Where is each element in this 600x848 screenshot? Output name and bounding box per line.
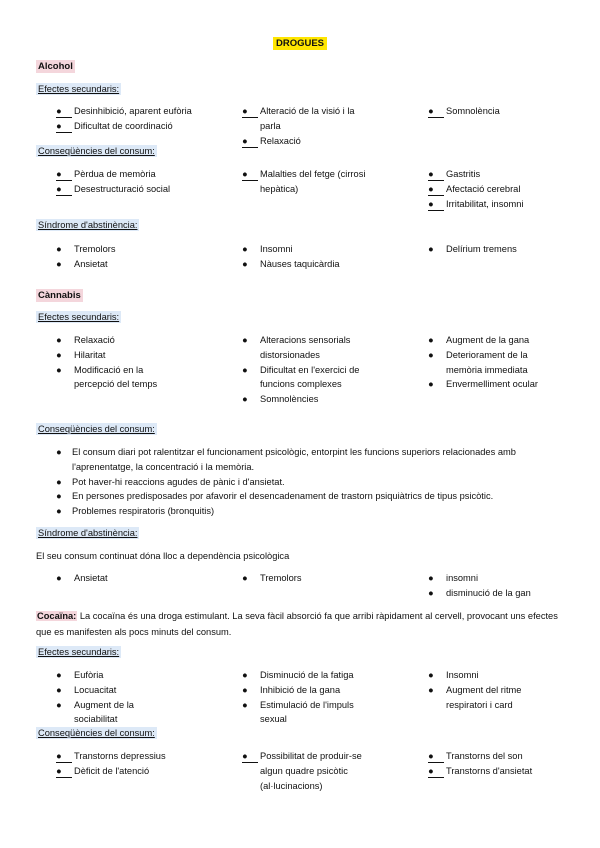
list-item-text: Afectació cerebral (446, 183, 521, 194)
list-cannabis-effects-col3 (428, 333, 553, 392)
list-cocaine-effects-col1 (56, 668, 174, 727)
list-item (242, 668, 377, 683)
list-alcohol-consequences-col2 (242, 167, 372, 197)
list-alcohol-effects-col3 (428, 104, 558, 119)
section-heading-cocaine: Cocaïna: (37, 611, 77, 621)
bullet-icon: ● (56, 573, 62, 583)
list-item (56, 119, 196, 134)
list-item-text: Relaxació (260, 135, 301, 146)
list-item-text: En persones predisposades por afavorir el desencadenament de trastorn psiquiàtrics de tipus psicòtic. (72, 491, 494, 502)
list-cannabis-effects-col1 (56, 333, 176, 392)
bullet-icon: ● (56, 447, 62, 457)
list-item-text: Tremolors (74, 244, 116, 254)
list-item-text: Locuacitat (74, 684, 117, 695)
list-item-text: Insomni (446, 670, 479, 680)
bullet-icon: ● (56, 335, 62, 345)
list-item (428, 764, 568, 779)
list-item (56, 504, 556, 519)
bullet-icon: ● (56, 182, 72, 196)
bullet-icon: ● (56, 104, 72, 118)
bullet-icon: ● (56, 670, 62, 680)
list-item-text: Pèrdua de memòria (74, 169, 156, 179)
bullet-icon: ● (242, 364, 248, 375)
list-item-text: Desestructuració social (74, 183, 171, 194)
list-cocaine-consequences-col2 (242, 749, 377, 793)
list-item (428, 749, 568, 764)
bullet-icon: ● (56, 244, 62, 254)
list-item (56, 749, 206, 764)
list-item-text: Desinhibició, aparent eufòria (74, 106, 192, 116)
list-item-text: Eufòria (74, 670, 104, 680)
list-item (56, 571, 206, 586)
bullet-icon: ● (56, 699, 62, 710)
list-item (428, 348, 553, 378)
list-item-text: Dèficit de l'atenció (74, 765, 150, 776)
bullet-icon: ● (56, 476, 62, 487)
bullet-icon: ● (428, 335, 434, 345)
list-item-text: Somnolències (260, 394, 319, 405)
bullet-icon: ● (428, 764, 444, 778)
list-item (242, 242, 382, 257)
list-item (242, 698, 377, 728)
bullet-icon: ● (56, 506, 62, 517)
bullet-icon: ● (242, 573, 248, 583)
list-cocaine-effects-col2 (242, 668, 377, 727)
list-item (56, 257, 206, 272)
list-item-text: Modificació en la percepció del temps (74, 364, 158, 390)
list-item (56, 242, 206, 257)
list-item-text: Augment de la gana (446, 335, 530, 345)
list-item-text: Envermelliment ocular (446, 379, 538, 390)
list-item (242, 392, 387, 407)
list-item (56, 167, 206, 182)
list-item (56, 348, 176, 363)
list-item-text: Pot haver-hi reaccions agudes de pànic i d'ansietat. (72, 476, 285, 487)
list-item-text: Dificultat de coordinació (74, 120, 173, 131)
subheading-alcohol-effects: Efectes secundaris: (38, 84, 120, 94)
cannabis-withdrawal-intro: El seu consum continuat dóna lloc a dependència psicològica (36, 551, 290, 561)
bullet-icon: ● (428, 167, 444, 181)
list-cocaine-effects-col3 (428, 668, 558, 712)
bullet-icon: ● (56, 119, 72, 133)
list-item-text: Somnolència (446, 106, 500, 116)
list-item-text: Alteracions sensorials distorsionades (260, 335, 351, 360)
list-item-text: Transtorns d'ansietat (446, 765, 533, 776)
subheading-cannabis-consequences: Conseqüències del consum: (38, 424, 155, 434)
cocaine-intro (36, 608, 566, 640)
list-item (56, 182, 206, 197)
list-alcohol-withdrawal-col2 (242, 242, 382, 272)
bullet-icon: ● (428, 670, 434, 680)
list-item-text: Deteriorament de la memòria immediata (446, 349, 528, 375)
list-item (242, 571, 392, 586)
bullet-icon: ● (242, 258, 248, 269)
list-cannabis-withdrawal-col2 (242, 571, 392, 586)
list-item-text: Transtorns del son (446, 751, 523, 761)
list-cannabis-withdrawal-col3 (428, 571, 568, 601)
bullet-icon: ● (56, 349, 62, 360)
list-item-text: El consum diari pot ralentitzar el funcionament psicològic, entorpint les funcions superiors relacionades amb l'aprenentatge, la concentració i la memòria. (72, 447, 516, 472)
bullet-icon: ● (242, 394, 248, 405)
list-item (242, 104, 372, 134)
list-alcohol-effects-col2 (242, 104, 372, 148)
list-item (428, 668, 558, 683)
subheading-cocaine-consequences: Conseqüències del consum: (38, 728, 155, 738)
bullet-icon: ● (56, 491, 62, 502)
list-alcohol-effects-col1 (56, 104, 196, 134)
section-heading-alcohol: Alcohol (38, 61, 73, 72)
bullet-icon: ● (428, 182, 444, 196)
bullet-icon: ● (56, 749, 72, 763)
list-item (56, 683, 174, 698)
list-item (428, 242, 568, 257)
bullet-icon: ● (428, 684, 434, 695)
list-item-text: Alteració de la visió i la parla (260, 106, 355, 131)
subheading-cannabis-withdrawal: Síndrome d'abstinència: (38, 528, 138, 538)
bullet-icon: ● (428, 379, 434, 390)
list-item (242, 749, 377, 793)
list-item-text: Malalties del fetge (cirrosi hepàtica) (260, 169, 366, 194)
cocaine-intro-text: La cocaïna és una droga estimulant. La seva fàcil absorció fa que arribi ràpidament al cervell, provocant uns efectes que es manifesten als pocs minuts del consum. (36, 611, 558, 637)
list-item (56, 363, 176, 393)
subheading-cannabis-effects: Efectes secundaris: (38, 312, 120, 322)
bullet-icon: ● (242, 335, 248, 345)
list-item-text: Problemes respiratoris (bronquitis) (72, 506, 215, 517)
list-alcohol-consequences-col3 (428, 167, 568, 211)
list-alcohol-withdrawal-col1 (56, 242, 206, 272)
list-item (56, 489, 556, 504)
bullet-icon: ● (428, 104, 444, 118)
list-cannabis-consequences (56, 445, 556, 519)
list-item (242, 363, 387, 393)
list-item (242, 683, 377, 698)
bullet-icon: ● (428, 587, 434, 598)
list-cannabis-effects-col2 (242, 333, 387, 407)
bullet-icon: ● (242, 104, 258, 118)
list-item-text: Transtorns depressius (74, 751, 166, 761)
list-item-text: Nàuses taquicàrdia (260, 258, 340, 269)
list-item-text: Augment del ritme respiratori i card (446, 684, 522, 710)
list-item (242, 167, 372, 197)
list-item (428, 182, 568, 197)
subheading-alcohol-withdrawal: Síndrome d'abstinència: (38, 220, 138, 230)
list-item-text: Gastritis (446, 169, 481, 179)
subheading-cocaine-effects: Efectes secundaris: (38, 647, 120, 657)
list-item-text: insomni (446, 573, 479, 583)
bullet-icon: ● (56, 167, 72, 181)
list-item-text: Relaxació (74, 335, 115, 345)
list-item-text: Dificultat en l'exercici de funcions complexes (260, 364, 360, 390)
list-item-text: Ansietat (74, 258, 108, 269)
list-item (428, 333, 553, 348)
bullet-icon: ● (428, 573, 434, 583)
bullet-icon: ● (56, 258, 62, 269)
list-item-text: Ansietat (74, 573, 108, 583)
list-cocaine-consequences-col1 (56, 749, 206, 779)
list-item (56, 668, 174, 683)
list-item (428, 571, 568, 586)
bullet-icon: ● (242, 670, 248, 680)
bullet-icon: ● (56, 364, 62, 375)
list-item (56, 333, 176, 348)
bullet-icon: ● (56, 684, 62, 695)
list-item-text: Insomni (260, 244, 293, 254)
list-item (428, 197, 568, 212)
list-item-text: Tremolors (260, 573, 302, 583)
list-item (56, 764, 206, 779)
bullet-icon: ● (242, 244, 248, 254)
section-heading-cannabis: Cànnabis (38, 290, 81, 301)
bullet-icon: ● (242, 699, 248, 710)
bullet-icon: ● (242, 684, 248, 695)
bullet-icon: ● (428, 749, 444, 763)
list-item (242, 333, 387, 363)
list-cocaine-consequences-col3 (428, 749, 568, 779)
bullet-icon: ● (428, 244, 434, 254)
list-item-text: Estimulació de l'impuls sexual (260, 699, 354, 725)
subheading-alcohol-consequences: Conseqüències del consum: (38, 146, 155, 156)
list-item (56, 445, 556, 475)
list-cannabis-withdrawal-col1 (56, 571, 206, 586)
list-item-text: Irritabilitat, insomni (446, 198, 524, 209)
list-item (428, 167, 568, 182)
list-item (428, 683, 558, 713)
list-alcohol-withdrawal-col3 (428, 242, 568, 257)
list-alcohol-consequences-col1 (56, 167, 206, 197)
page-title: DROGUES (0, 38, 600, 49)
bullet-icon: ● (428, 349, 434, 360)
list-item-text: disminució de la gan (446, 587, 531, 598)
list-item (56, 104, 196, 119)
list-item-text: Disminució de la fatiga (260, 670, 354, 680)
list-item (428, 586, 568, 601)
bullet-icon: ● (428, 197, 444, 211)
list-item-text: Hilaritat (74, 349, 106, 360)
list-item-text: Augment de la sociabilitat (74, 699, 134, 725)
list-item-text: Possibilitat de produir-se algun quadre psicòtic (al·lucinacions) (260, 751, 362, 791)
list-item-text: Inhibició de la gana (260, 684, 341, 695)
bullet-icon: ● (242, 749, 258, 763)
list-item (56, 698, 174, 728)
bullet-icon: ● (242, 167, 258, 181)
list-item (428, 104, 558, 119)
list-item (242, 257, 382, 272)
list-item (56, 475, 556, 490)
bullet-icon: ● (56, 764, 72, 778)
list-item-text: Delírium tremens (446, 244, 517, 254)
list-item (428, 377, 553, 392)
bullet-icon: ● (242, 134, 258, 148)
list-item (242, 134, 372, 149)
